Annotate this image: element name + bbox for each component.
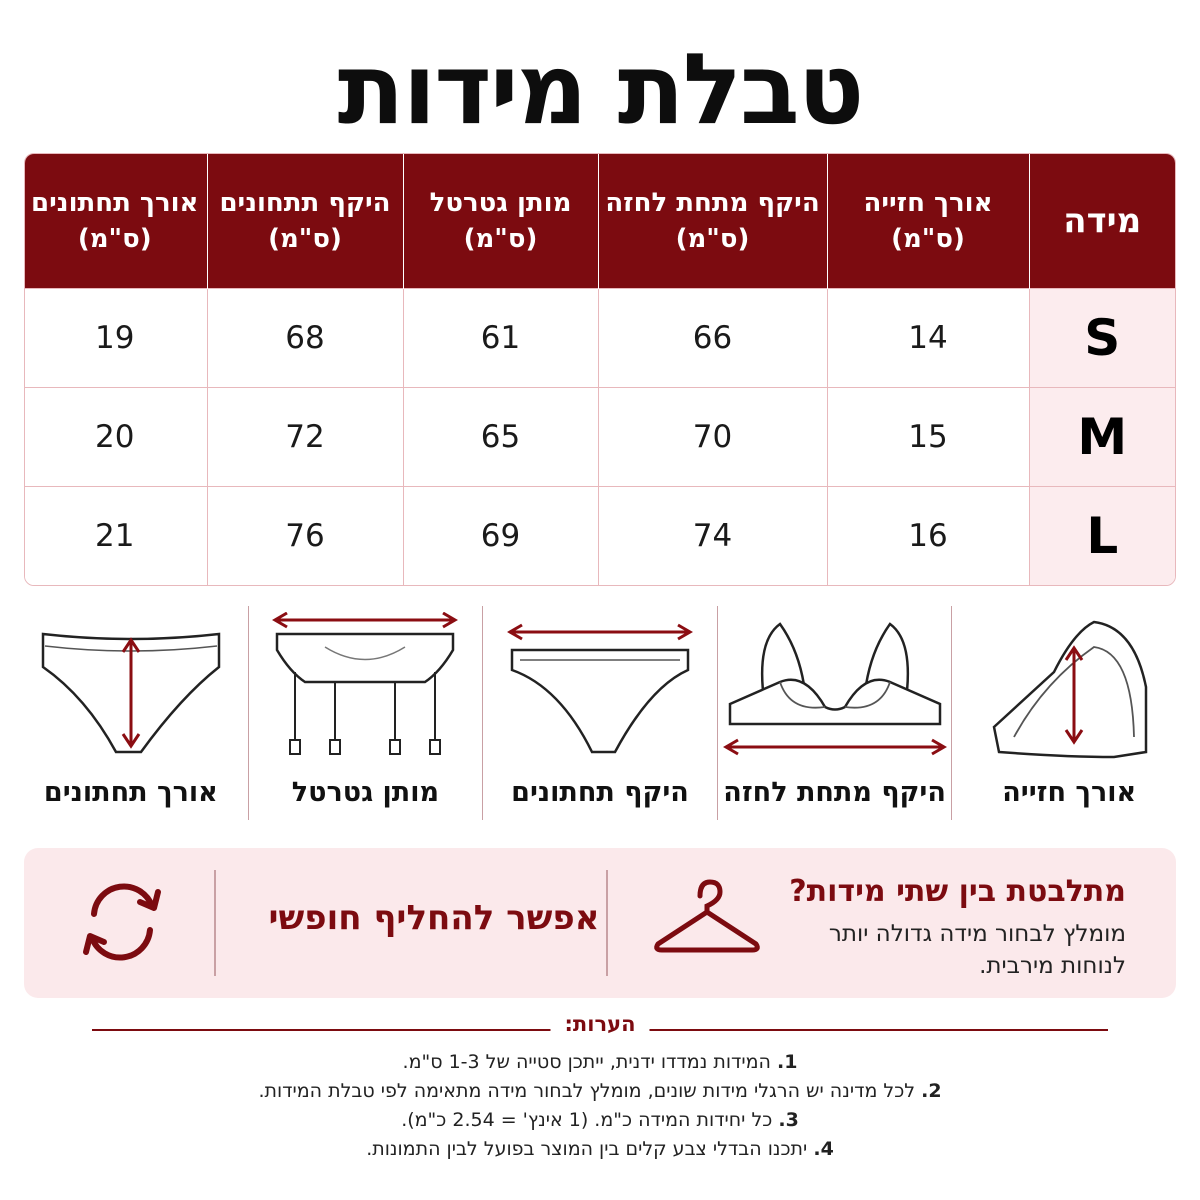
size-cell: L — [1029, 486, 1175, 585]
garter-belt-icon — [265, 612, 465, 762]
table-cell: 61 — [403, 288, 598, 387]
table-row — [24, 288, 1175, 387]
header-unit: (ס"מ) — [77, 223, 152, 254]
header-underbust — [598, 154, 827, 288]
table-cell: 65 — [403, 387, 598, 486]
table-cell: 66 — [598, 288, 827, 387]
header-size — [1029, 154, 1175, 288]
table-cell: 21 — [24, 486, 207, 585]
illustration-bra-length — [951, 606, 1186, 820]
note-number: 1. — [777, 1051, 798, 1073]
header-label: היקף מתחת לחזה — [605, 187, 820, 218]
page-title: טבלת מידות — [337, 33, 863, 147]
table-cell: 69 — [403, 486, 598, 585]
table-cell: 68 — [207, 288, 403, 387]
header-label: אורך תחתונים — [31, 187, 199, 218]
table-cell: 15 — [827, 387, 1029, 486]
note-item — [0, 1048, 1200, 1077]
advice-question: מתלבטת בין שתי מידות? — [789, 874, 1126, 909]
illustration-label: אורך חזייה — [1002, 777, 1137, 808]
header-unit: (ס"מ) — [891, 223, 965, 254]
table-header-row — [24, 154, 1175, 288]
info-divider — [214, 870, 216, 976]
notes-list — [0, 1048, 1200, 1164]
header-label: מותן גטרטל — [429, 187, 572, 218]
table-cell: 70 — [598, 387, 827, 486]
header-bra-length — [827, 154, 1029, 288]
table-cell: 14 — [827, 288, 1029, 387]
header-label: היקף תתחונים — [219, 187, 391, 218]
notes-header — [92, 1012, 1108, 1042]
table-row — [24, 486, 1175, 585]
thong-icon — [500, 612, 700, 762]
header-panty-circumference — [207, 154, 403, 288]
hanger-icon — [652, 878, 762, 958]
size-table — [24, 153, 1176, 586]
table-cell: 19 — [24, 288, 207, 387]
illustration-label: היקף מתחת לחזה — [723, 777, 946, 808]
illustration-label: היקף תחתונים — [511, 777, 689, 808]
table-cell: 72 — [207, 387, 403, 486]
size-advice-box — [24, 848, 1176, 998]
table-cell: 74 — [598, 486, 827, 585]
table-row — [24, 387, 1175, 486]
illustration-label: אורך תחתונים — [43, 777, 218, 808]
size-cell: S — [1029, 288, 1175, 387]
header-panty-length — [24, 154, 207, 288]
note-item — [0, 1135, 1200, 1164]
header-garter-waist — [403, 154, 598, 288]
illustration-label: מותן גטרטל — [291, 777, 440, 808]
note-number: 2. — [921, 1080, 942, 1102]
illustration-panty-length — [14, 606, 248, 820]
measurement-illustrations — [14, 606, 1186, 820]
table-cell: 76 — [207, 486, 403, 585]
header-unit: (ס"מ) — [675, 223, 750, 254]
bra-side-icon — [974, 612, 1164, 762]
illustration-panty-circumference — [482, 606, 717, 820]
note-item — [0, 1106, 1200, 1135]
header-label: אורך חזייה — [863, 187, 993, 218]
table-cell: 16 — [827, 486, 1029, 585]
note-text: לכל מדינה יש הרגלי מידות שונים, מומלץ לבחור מידה מתאימה לפי טבלת המידות. — [258, 1080, 916, 1102]
illustration-underbust — [717, 606, 952, 820]
note-number: 4. — [813, 1138, 834, 1160]
header-unit: (ס"מ) — [268, 223, 342, 254]
advice-tip: מומלץ לבחור מידה גדולה יותר לנוחות מירבית. — [828, 921, 1126, 979]
header-unit: (ס"מ) — [463, 223, 538, 254]
note-number: 3. — [778, 1109, 799, 1131]
size-cell: M — [1029, 387, 1175, 486]
bra-front-icon — [710, 612, 960, 762]
free-exchange-text: אפשר להחליף חופשי — [268, 898, 600, 938]
header-label: מידה — [1063, 200, 1142, 241]
notes-title: הערות: — [550, 1012, 649, 1036]
note-text: כל יחידות המידה כ"מ. (1 אינץ' = 2.54 כ"מ). — [401, 1109, 773, 1131]
note-item — [0, 1077, 1200, 1106]
note-text: יתכנו הבדלי צבע קלים בין המוצר בפועל לבין התמונות. — [366, 1138, 808, 1160]
illustration-garter-waist — [248, 606, 483, 820]
briefs-icon — [31, 612, 231, 762]
note-text: המידות נמדדו ידנית, ייתכן סטייה של 1-3 ס"מ. — [402, 1051, 771, 1073]
exchange-cycle-icon — [74, 874, 170, 970]
table-cell: 20 — [24, 387, 207, 486]
